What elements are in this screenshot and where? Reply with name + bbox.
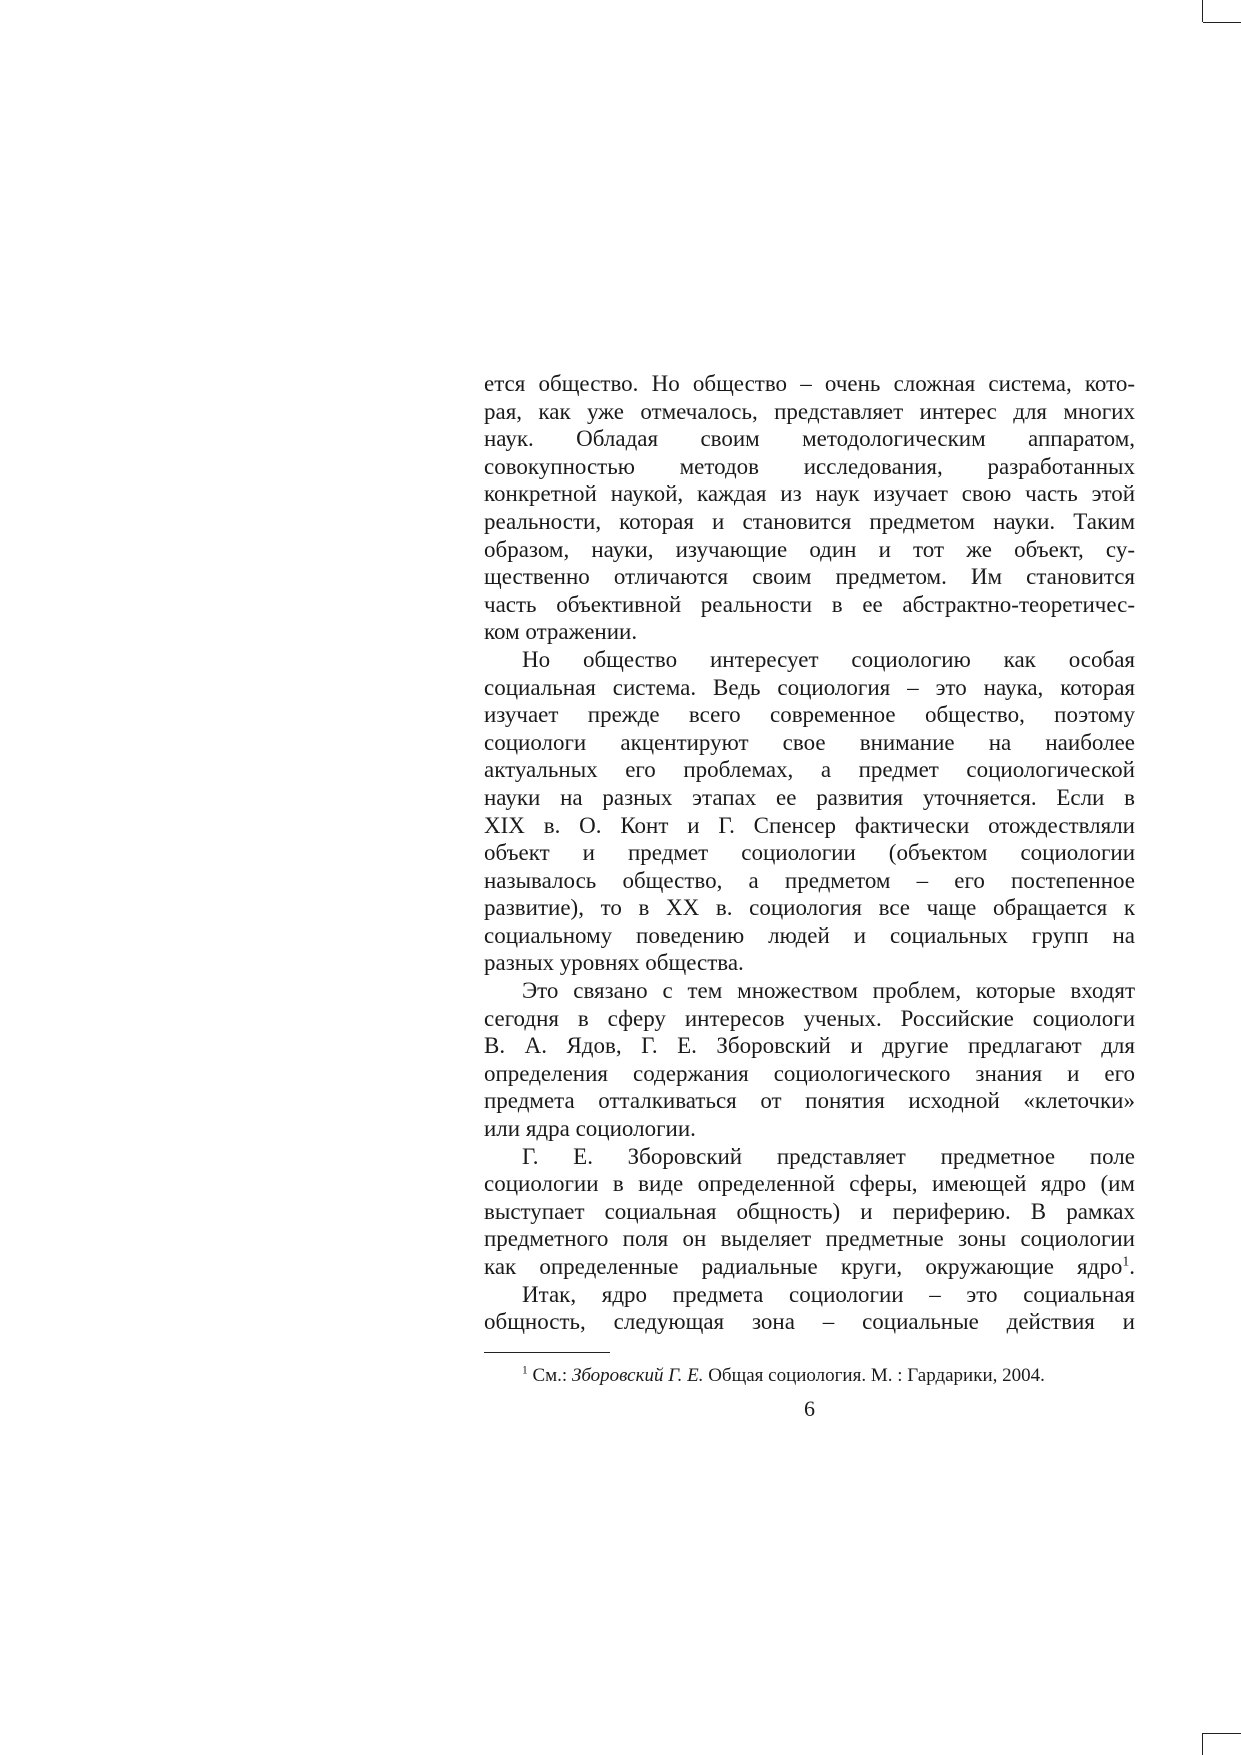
- crop-mark-top-vertical: [1202, 0, 1203, 22]
- text-line-content: сегодня в сферу интересов ученых. Российские социологи: [484, 1005, 1135, 1031]
- text-line-content: актуальных его проблемах, а предмет социологической: [484, 757, 1135, 783]
- text-line: [484, 1198, 1135, 1226]
- text-line: [484, 839, 1135, 867]
- text-line: [484, 1115, 1135, 1143]
- text-line: [484, 563, 1135, 591]
- text-line-content: Но общество интересует социологию как особая: [522, 646, 1135, 672]
- body-text: [484, 370, 1135, 1336]
- text-line-content: рая, как уже отмечалось, представляет интерес для многих: [484, 398, 1135, 424]
- text-line: [484, 480, 1135, 508]
- text-line: [484, 949, 1135, 977]
- text-line: [484, 1170, 1135, 1198]
- text-line: [484, 894, 1135, 922]
- footnote: [522, 1364, 1045, 1388]
- text-line-content: называлось общество, а предметом – его постепенное: [484, 867, 1135, 893]
- text-line: [484, 784, 1135, 812]
- text-line: [484, 453, 1135, 481]
- text-line-content: конкретной наукой, каждая из наук изучает свою часть этой: [484, 481, 1135, 507]
- text-line-content: социологи акцентируют свое внимание на наиболее: [484, 729, 1135, 755]
- text-line: [484, 812, 1135, 840]
- text-line-content: изучает прежде всего современное общество, поэтому: [484, 702, 1135, 728]
- text-line-content: реальности, которая и становится предметом науки. Таким: [484, 508, 1135, 534]
- text-line-content: XIX в. О. Конт и Г. Спенсер фактически отождествляли: [484, 812, 1135, 838]
- text-line-content: разных уровнях общества.: [484, 950, 744, 976]
- footnote-author: Зборовский Г. Е.: [571, 1365, 704, 1386]
- footnote-ref: 1: [1122, 1253, 1130, 1269]
- text-line: [484, 536, 1135, 564]
- text-line: [484, 508, 1135, 536]
- footnote-marker: 1: [522, 1364, 528, 1377]
- text-line: [484, 1032, 1135, 1060]
- text-line-content: науки на разных этапах ее развития уточняется. Если в: [484, 784, 1135, 810]
- text-line: [484, 1225, 1135, 1253]
- text-line: [484, 1087, 1135, 1115]
- text-line: [484, 370, 1135, 398]
- footnote-prefix: См.:: [532, 1365, 572, 1386]
- crop-mark-top-horizontal: [1203, 22, 1241, 23]
- text-line-content: Г. Е. Зборовский представляет предметное поле: [522, 1143, 1135, 1169]
- page-number: 6: [804, 1396, 815, 1421]
- text-line-content: щественно отличаются своим предметом. Им становится: [484, 564, 1135, 590]
- text-line-content: или ядра социологии.: [484, 1116, 696, 1142]
- text-line: [484, 1005, 1135, 1033]
- text-line: [484, 756, 1135, 784]
- text-line-content: наук. Обладая своим методологическим аппаратом,: [484, 426, 1135, 452]
- text-line: [484, 674, 1135, 702]
- text-line-tail: .: [1129, 1254, 1135, 1279]
- text-line-content: развитие), то в XX в. социология все чаще обращается к: [484, 895, 1135, 921]
- footnote-reference: Общая социология. М. : Гардарики, 2004.: [703, 1365, 1045, 1386]
- text-line-content: определения содержания социологического знания и его: [484, 1060, 1135, 1086]
- footnote-separator: [484, 1352, 610, 1353]
- text-line: [484, 1253, 1135, 1281]
- text-line: [484, 1060, 1135, 1088]
- text-line: [484, 922, 1135, 950]
- text-line-content: предметного поля он выделяет предметные зоны социологии: [484, 1226, 1135, 1252]
- text-line-content: В. А. Ядов, Г. Е. Зборовский и другие предлагают для: [484, 1033, 1135, 1059]
- text-line: [484, 591, 1135, 619]
- text-line-content: социальная система. Ведь социология – это наука, которая: [484, 674, 1135, 700]
- text-line-content: Это связано с тем множеством проблем, которые входят: [522, 978, 1135, 1004]
- text-line-content: предмета отталкиваться от понятия исходной «клеточки»: [484, 1088, 1135, 1114]
- crop-mark-bottom-horizontal: [1203, 1733, 1241, 1734]
- text-line-content: социальному поведению людей и социальных групп на: [484, 922, 1135, 948]
- text-line-content: ком отражении.: [484, 619, 638, 645]
- text-line-content: социологии в виде определенной сферы, имеющей ядро (им: [484, 1171, 1135, 1197]
- text-line-content: образом, науки, изучающие один и тот же объект, су-: [484, 536, 1135, 562]
- text-line-content: общность, следующая зона – социальные действия и: [484, 1309, 1135, 1335]
- text-line-content: часть объективной реальности в ее абстрактно-теоретичес-: [484, 591, 1135, 617]
- text-line: [484, 425, 1135, 453]
- text-line: [484, 398, 1135, 426]
- text-line-content: Итак, ядро предмета социологии – это социальная: [522, 1281, 1135, 1307]
- text-line: [484, 1281, 1135, 1309]
- text-line: [484, 1143, 1135, 1171]
- text-line-content: ется общество. Но общество – очень сложная система, кото-: [484, 371, 1135, 396]
- text-line: [484, 729, 1135, 757]
- text-line: [484, 977, 1135, 1005]
- text-line-content: совокупностью методов исследования, разработанных: [484, 453, 1135, 479]
- text-line: [484, 646, 1135, 674]
- text-line: [484, 701, 1135, 729]
- text-line-content: выступает социальная общность) и периферию. В рамках: [484, 1198, 1135, 1224]
- text-line-content: объект и предмет социологии (объектом социологии: [484, 840, 1135, 866]
- text-line: [484, 1308, 1135, 1336]
- crop-mark-bottom-vertical: [1202, 1733, 1203, 1755]
- text-line: [484, 618, 1135, 646]
- text-line: [484, 867, 1135, 895]
- text-line-content: как определенные радиальные круги, окружающие ядро: [484, 1254, 1123, 1279]
